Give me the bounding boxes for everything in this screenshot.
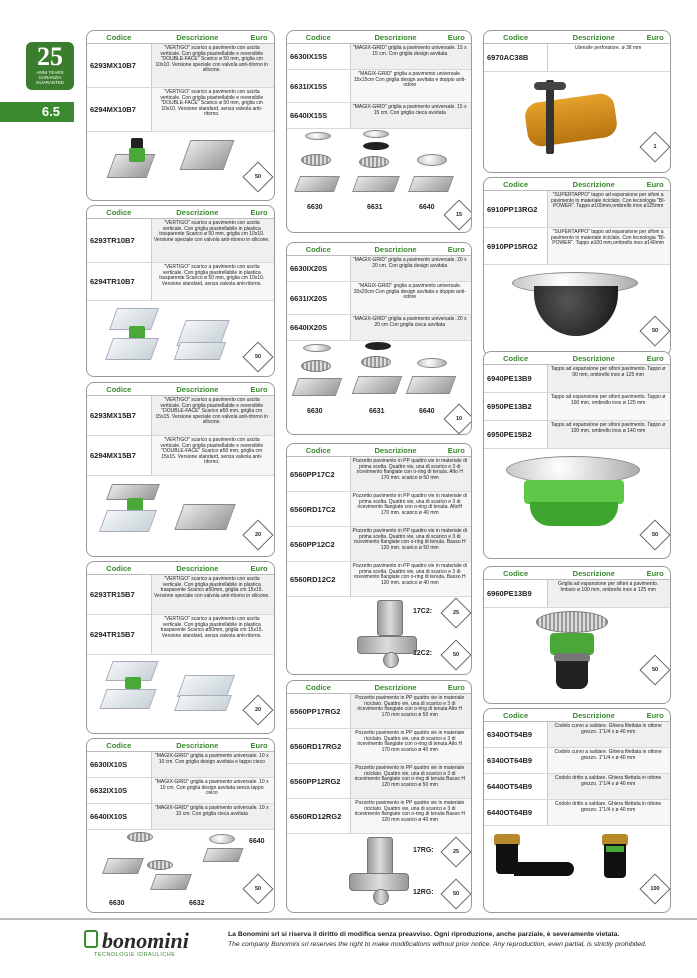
product-code: 6631IX15S [290, 81, 328, 91]
product-code: 6294MX10B7 [90, 105, 136, 114]
product-code: 6640IX15S [290, 111, 328, 120]
product-code: 6340OT64B9 [487, 756, 533, 765]
panel-header [87, 31, 274, 44]
product-desc: Pozzetto pavimento in PP quattro vie in materiale di prima scelta. Quattro vie, una di scarico e 3 di ricevimento flangiate con o-ring di tenuta. Basso H 120 mm. scarico ø 50 mm [350, 527, 471, 561]
pack-quantity: 50 [242, 873, 273, 904]
product-code: 6340OT54B9 [487, 730, 533, 739]
table-row [87, 804, 274, 830]
product-code: 6940PE13B9 [487, 374, 532, 383]
header-desc: Descrizione [176, 385, 219, 394]
pack-quantity: 1 [639, 131, 670, 162]
panel-header [484, 709, 670, 722]
product-code: 6960PE13B9 [487, 589, 532, 598]
product-code: 6294TR10B7 [90, 277, 135, 286]
product-panel [483, 177, 671, 356]
table-row [287, 315, 471, 341]
panel-header [87, 383, 274, 396]
product-code: 6910PP13RG2 [487, 204, 538, 214]
section-number: 6.5 [0, 102, 74, 122]
product-image [87, 653, 274, 733]
header-desc: Descrizione [176, 564, 219, 573]
product-code: 6293TR10B7 [90, 236, 135, 245]
table-row [484, 44, 670, 72]
header-desc: Descrizione [572, 569, 615, 578]
table-row [87, 575, 274, 615]
product-image [287, 833, 471, 912]
product-code: 6560RD12RG2 [290, 811, 342, 821]
table-row [484, 421, 670, 449]
variant-label: 12RG: [413, 889, 434, 896]
product-desc: Codolo dritto a saldare. Ghiera filettata in ottone grezzo. 1"1/4 x ø 40 mm [547, 800, 670, 825]
product-image [87, 476, 274, 556]
product-desc: Pozzetto pavimento in PP quattro vie in materiale riciclato. Quattro vie, una di scarico e 3 di ricevimento flangiate con o-ring di tenuta Alto H 170 mm scarico ø 40 mm [350, 729, 471, 763]
header-price: Euro [250, 208, 268, 217]
product-desc: "MAGIX-GRID" griglia a pavimento universale. 20 x 20 cm. Con griglia design avvitata [350, 256, 471, 281]
table-row [87, 778, 274, 804]
product-panel [86, 382, 275, 557]
table-row [287, 527, 471, 562]
product-desc: Codolo dritto a saldare. Ghiera filettata in ottone grezzo. 1"1/4 x ø 40 mm [547, 774, 670, 799]
table-row [484, 191, 670, 228]
header-desc: Descrizione [176, 33, 219, 42]
product-panel [286, 443, 472, 675]
header-code: Codice [503, 569, 529, 578]
product-desc: Griglia ad espansione per sifoni a pavimento. Imbuto ø 100 mm, ombrello inox ø 125 mm [547, 580, 670, 607]
product-desc: "VERTIGO" scarico a pavimento con uscita verticale. Con griglia piastrellabile in plastica trasparente Scarico ø50mm, griglia cm 15x15. Versione standard, senza valvola anti-ritorno. [151, 615, 274, 654]
product-code: 6440OT54B9 [487, 782, 533, 791]
table-row [484, 365, 670, 393]
table-row [87, 436, 274, 476]
table-row [87, 219, 274, 263]
variant-label: 17RG: [413, 847, 434, 854]
header-code: Codice [106, 208, 132, 217]
product-code: 6630IX10S [90, 760, 128, 769]
pack-quantity: 50 [440, 639, 471, 670]
product-code: 6440OT64B9 [487, 808, 533, 817]
product-image [484, 448, 670, 558]
product-code: 6970AC38B [487, 53, 529, 62]
pack-quantity: 15 [443, 199, 472, 230]
product-desc: Pozzetto pavimento in PP quattro vie in materiale di prima scelta. Quattro vie, una di scarico e 3 di ricevimento flangiate con o-ring di tenuta. AltoH 170 mm. scarico ø 40 mm [350, 492, 471, 526]
product-image [484, 607, 670, 703]
product-panel [86, 561, 275, 734]
product-panel [86, 205, 275, 377]
product-code: 6293MX10B7 [90, 61, 136, 70]
table-row [484, 580, 670, 608]
header-desc: Descrizione [374, 245, 417, 254]
product-code: 6560RD12C2 [290, 574, 336, 584]
table-row [87, 88, 274, 132]
table-row [287, 694, 471, 729]
header-code: Codice [503, 180, 529, 189]
disclaimer-english: The company Bonomini srl reserves the right to make modifications without prior notice. Any reproduction, even partial, is strictly prohibited. [228, 941, 647, 948]
product-desc: "VERTIGO" scarico a pavimento con uscita verticale. Con griglia piastrellabile in plastica trasparente Scarico ø 50 mm, griglia cm 10x10. Versione speciale con valvola anti-ritorno in silicone. [151, 219, 274, 262]
header-price: Euro [646, 33, 664, 42]
brand-tagline: TECNOLOGIE IDRAULICHE [94, 952, 176, 958]
product-desc: Utensile perforatore. ø 38 mm [547, 44, 670, 71]
product-code: 6950PE13B2 [487, 402, 532, 411]
pack-quantity: 20 [242, 694, 273, 725]
product-image [287, 340, 471, 434]
product-image [484, 826, 670, 912]
product-code: 6560PP17C2 [290, 469, 335, 479]
product-panel [286, 242, 472, 435]
table-row [484, 800, 670, 826]
header-code: Codice [305, 446, 331, 455]
product-panel [86, 738, 275, 913]
pack-quantity: 50 [639, 519, 670, 550]
pack-quantity: 100 [639, 873, 670, 904]
pack-quantity: 50 [242, 341, 273, 372]
table-row [287, 103, 471, 129]
table-row [87, 44, 274, 88]
product-panel [286, 30, 472, 233]
guarantee-text: ANNI YEARS GARANZIA GUARANTEE [35, 70, 64, 85]
product-panel [483, 566, 671, 704]
table-row [484, 774, 670, 800]
product-panel [86, 30, 275, 201]
product-code: 6910PP15RG2 [487, 241, 538, 251]
product-desc: Tappo ad espansione per sifoni pavimento. Tappo ø 100 mm, ombrello inox ø 140 mm [547, 421, 670, 448]
panel-header [87, 206, 274, 219]
header-code: Codice [305, 683, 331, 692]
variant-label: 6630 [307, 408, 323, 415]
product-desc: "VERTIGO" scarico a pavimento con uscita verticale. Con griglia piastrellabile e reversibile "DOUBLE-FACE" Scarico ø50 mm, griglia cm 15x15. Versione speciale con valvola anti-ritorno in silicone. [151, 396, 274, 435]
product-code: 6631IX20S [290, 293, 328, 303]
product-desc: "VERTIGO" scarico a pavimento con uscita verticale. Con griglia piastrellabile in plastica trasparente Scarico ø50mm, griglia cm 15x15. Versione speciale con valvola anti-ritorno in silicone. [151, 575, 274, 614]
footer-divider [0, 918, 697, 920]
product-code: 6293MX15B7 [90, 411, 136, 420]
product-image [287, 596, 471, 674]
header-code: Codice [106, 564, 132, 573]
header-desc: Descrizione [176, 741, 219, 750]
variant-label: 6630 [109, 900, 125, 907]
table-row [287, 492, 471, 527]
product-code: 6630IX20S [290, 264, 328, 273]
pack-quantity: 10 [443, 403, 472, 434]
header-code: Codice [106, 33, 132, 42]
product-code: 6640IX20S [290, 323, 328, 332]
table-row [287, 729, 471, 764]
product-panel [483, 351, 671, 559]
table-row [484, 228, 670, 265]
product-desc: Codolo curvo a saldare. Ghiera filettata in ottone grezzo. 1"1/4 x ø 40 mm [547, 722, 670, 747]
product-desc: "MAGIX-GRID" griglia a pavimento universale. 15 x 15 cm. Con griglia design avvitata [350, 44, 471, 69]
header-desc: Descrizione [572, 711, 615, 720]
product-image [87, 132, 274, 200]
page-footer [0, 918, 697, 978]
disclaimer-italian: La Bonomini srl si riserva il diritto di modifica senza preavviso. Ogni riproduzione, anche parziale, è severamente vietata. [228, 931, 620, 938]
variant-label: 12C2: [413, 650, 433, 657]
header-code: Codice [305, 33, 331, 42]
header-code: Codice [503, 354, 529, 363]
table-row [287, 282, 471, 315]
product-desc: "MAGIX-GRID" griglia a pavimento universale. 20x20cm Con griglia design avvitata e doppio anti-odore [350, 282, 471, 314]
header-price: Euro [447, 245, 465, 254]
header-desc: Descrizione [572, 33, 615, 42]
pack-quantity: 50 [639, 654, 670, 685]
product-desc: "MAGIX-GRID" griglia a pavimento universale. 20 x 20 cm Con griglia cieca avvitata [350, 315, 471, 340]
header-price: Euro [447, 33, 465, 42]
variant-label: 6640 [419, 204, 435, 211]
header-code: Codice [503, 33, 529, 42]
panel-header [484, 567, 670, 580]
table-row [87, 752, 274, 778]
product-code: 6293TR15B7 [90, 590, 135, 599]
product-code: 6560PP12RG2 [290, 776, 341, 786]
guarantee-logo [26, 42, 74, 90]
panel-header [287, 681, 471, 694]
pack-quantity: 25 [440, 836, 471, 867]
product-code: 6560RD17RG2 [290, 741, 342, 751]
product-desc: "MAGIX-GRID" griglia a pavimento universale. 15x15cm Con griglia design avvitata e doppio anti-odore [350, 70, 471, 102]
product-code: 6560PP17RG2 [290, 706, 341, 716]
header-code: Codice [106, 385, 132, 394]
product-desc: "MAGIX-GRID" griglia a pavimento universale. 10 x 10 cm. Con griglia design avvitata senza tappo cieco [151, 778, 274, 803]
table-row [484, 748, 670, 774]
product-code: 6632IX10S [90, 786, 128, 795]
header-price: Euro [250, 33, 268, 42]
header-price: Euro [250, 385, 268, 394]
panel-header [484, 31, 670, 44]
table-row [287, 562, 471, 597]
header-code: Codice [305, 245, 331, 254]
variant-label: 6631 [367, 204, 383, 211]
guarantee-number: 25 [37, 42, 63, 71]
variant-label: 6640 [419, 408, 435, 415]
product-desc: "SUPERTAPPO" tappo ad espansione per sifoni a pavimento in materiale riciclato. Con tecnologia "BI-POWER". Tappo ø100mm,ombrello inox ø125mm [547, 191, 670, 227]
pack-quantity: 50 [440, 878, 471, 909]
product-code: 6294TR15B7 [90, 630, 135, 639]
table-row [287, 256, 471, 282]
product-panel [483, 30, 671, 173]
variant-label: 17C2: [413, 608, 433, 615]
product-desc: Codolo curvo a saldare. Ghiera filettata in ottone grezzo. 1"1/4 x ø 40 mm [547, 748, 670, 773]
product-code: 6294MX15B7 [90, 451, 136, 460]
panel-header [484, 178, 670, 191]
header-price: Euro [646, 569, 664, 578]
product-desc: "SUPERTAPPO" tappo ad espansione per sifoni a pavimento in materiale riciclato. Con tecnologia "BI-POWER". Tappo ø100 mm,ombrello inox ø140mm [547, 228, 670, 264]
panel-header [484, 352, 670, 365]
table-row [87, 396, 274, 436]
product-image [287, 128, 471, 232]
variant-label: 6640 [249, 838, 265, 845]
product-desc: Pozzetto pavimento in PP quattro vie in materiale riciclato. Quattro vie, una di scarico e 3 di ricevimento flangiate con o-ring di tenuta Basso H 120 mm scarico ø 40 mm [350, 799, 471, 833]
header-desc: Descrizione [176, 208, 219, 217]
product-desc: "VERTIGO" scarico a pavimento con uscita verticale. Con griglia piastrellabile e reversibile "DOUBLE-FACE" Scarico ø 50 mm, griglia cm 10x10. Versione speciale con valvola anti-ritorno in silicone. [151, 44, 274, 87]
product-image [484, 264, 670, 355]
panel-header [287, 444, 471, 457]
pack-quantity: 50 [639, 315, 670, 346]
header-price: Euro [646, 354, 664, 363]
variant-label: 6631 [369, 408, 385, 415]
product-panel [286, 680, 472, 913]
product-desc: "VERTIGO" scarico a pavimento con uscita verticale. Con griglia piastrellabile in plastica trasparente Scarico ø 50 mm, griglia cm 10x10. Versione standard, senza valvola anti-ritorno. [151, 263, 274, 300]
panel-header [87, 562, 274, 575]
product-desc: Pozzetto pavimento in PP quattro vie in materiale di prima scelta. Quattro vie, una di scarico e 3 di ricevimento flangiate con o-ring di tenuta. Alto H 170 mm. scarico ø 50 mm [350, 457, 471, 491]
product-panel [483, 708, 671, 913]
product-image [87, 830, 274, 912]
header-price: Euro [447, 446, 465, 455]
table-row [287, 70, 471, 103]
header-price: Euro [646, 711, 664, 720]
product-desc: "MAGIX-GRID" griglia a pavimento universale. 10 x 10 cm. Con griglia cieca avvitata [151, 804, 274, 829]
product-desc: "MAGIX-GRID" griglia a pavimento universale. 10 x 10 cm. Con griglia design avvitata e tappo cieco [151, 752, 274, 777]
product-desc: Tappo ad espansione per sifoni pavimento. Tappo ø 100 mm, ombrello inox ø 125 mm [547, 393, 670, 420]
header-price: Euro [250, 741, 268, 750]
panel-header [87, 739, 274, 752]
product-image [484, 72, 670, 172]
product-desc: Pozzetto pavimento in PP quattro vie in materiale riciclato. Quattro vie, una di scarico e 3 di ricevimento flangiate con o-ring di tenuta Alto H 170 mm scarico ø 50 mm [350, 694, 471, 728]
product-desc: Tappo ad espansione per sifoni pavimento. Tappo ø 90 mm, ombrello inox ø 125 mm [547, 365, 670, 392]
product-code: 6640IX10S [90, 812, 128, 821]
product-desc: "VERTIGO" scarico a pavimento con uscita verticale. Con griglia piastrellabile e reversibile "DOUBLE-FACE" Scarico ø 50 mm, griglia cm 10x10. Versione standard, senza valvola anti-ritorno. [151, 88, 274, 131]
product-code: 6630IX15S [290, 52, 328, 61]
header-price: Euro [250, 564, 268, 573]
product-code: 6560RD17C2 [290, 504, 336, 514]
table-row [484, 393, 670, 421]
brand-name: bonomini [102, 928, 189, 953]
variant-label: 6632 [189, 900, 205, 907]
variant-label: 6630 [307, 204, 323, 211]
product-desc: "MAGIX-GRID" griglia a pavimento universale. 15 x 15 cm. Con griglia cieca avvitata [350, 103, 471, 128]
header-price: Euro [447, 683, 465, 692]
header-code: Codice [503, 711, 529, 720]
product-image [87, 302, 274, 376]
panel-header [287, 243, 471, 256]
product-desc: "VERTIGO" scarico a pavimento con uscita verticale. Con griglia piastrellabile e reversibile "DOUBLE-FACE" Scarico ø50 mm, griglia cm 15x15. Versione standard, senza valvola anti-ritorno. [151, 436, 274, 475]
table-row [287, 764, 471, 799]
pack-quantity: 25 [440, 597, 471, 628]
table-row [87, 615, 274, 655]
table-row [287, 44, 471, 70]
table-row [287, 457, 471, 492]
header-desc: Descrizione [572, 354, 615, 363]
header-price: Euro [646, 180, 664, 189]
panel-header [287, 31, 471, 44]
product-code: 6950PE15B2 [487, 430, 532, 439]
product-desc: Pozzetto pavimento in PP quattro vie in materiale di prima scelta. Quattro vie, una di scarico e 3 di ricevimento flangiate con o-ring di tenuta. Basso H 120 mm. scarico ø 40 mm [350, 562, 471, 596]
table-row [87, 263, 274, 301]
product-code: 6560PP12C2 [290, 539, 335, 549]
table-row [484, 722, 670, 748]
header-code: Codice [106, 741, 132, 750]
pack-quantity: 20 [242, 519, 273, 550]
header-desc: Descrizione [572, 180, 615, 189]
pack-quantity: 50 [242, 161, 273, 192]
header-desc: Descrizione [374, 33, 417, 42]
table-row [287, 799, 471, 834]
product-desc: Pozzetto pavimento in PP quattro vie in materiale riciclato. Quattro vie, una di scarico e 3 di ricevimento flangiate con o-ring di tenuta Basso H 120 mm scarico ø 50 mm [350, 764, 471, 798]
header-desc: Descrizione [374, 683, 417, 692]
header-desc: Descrizione [374, 446, 417, 455]
